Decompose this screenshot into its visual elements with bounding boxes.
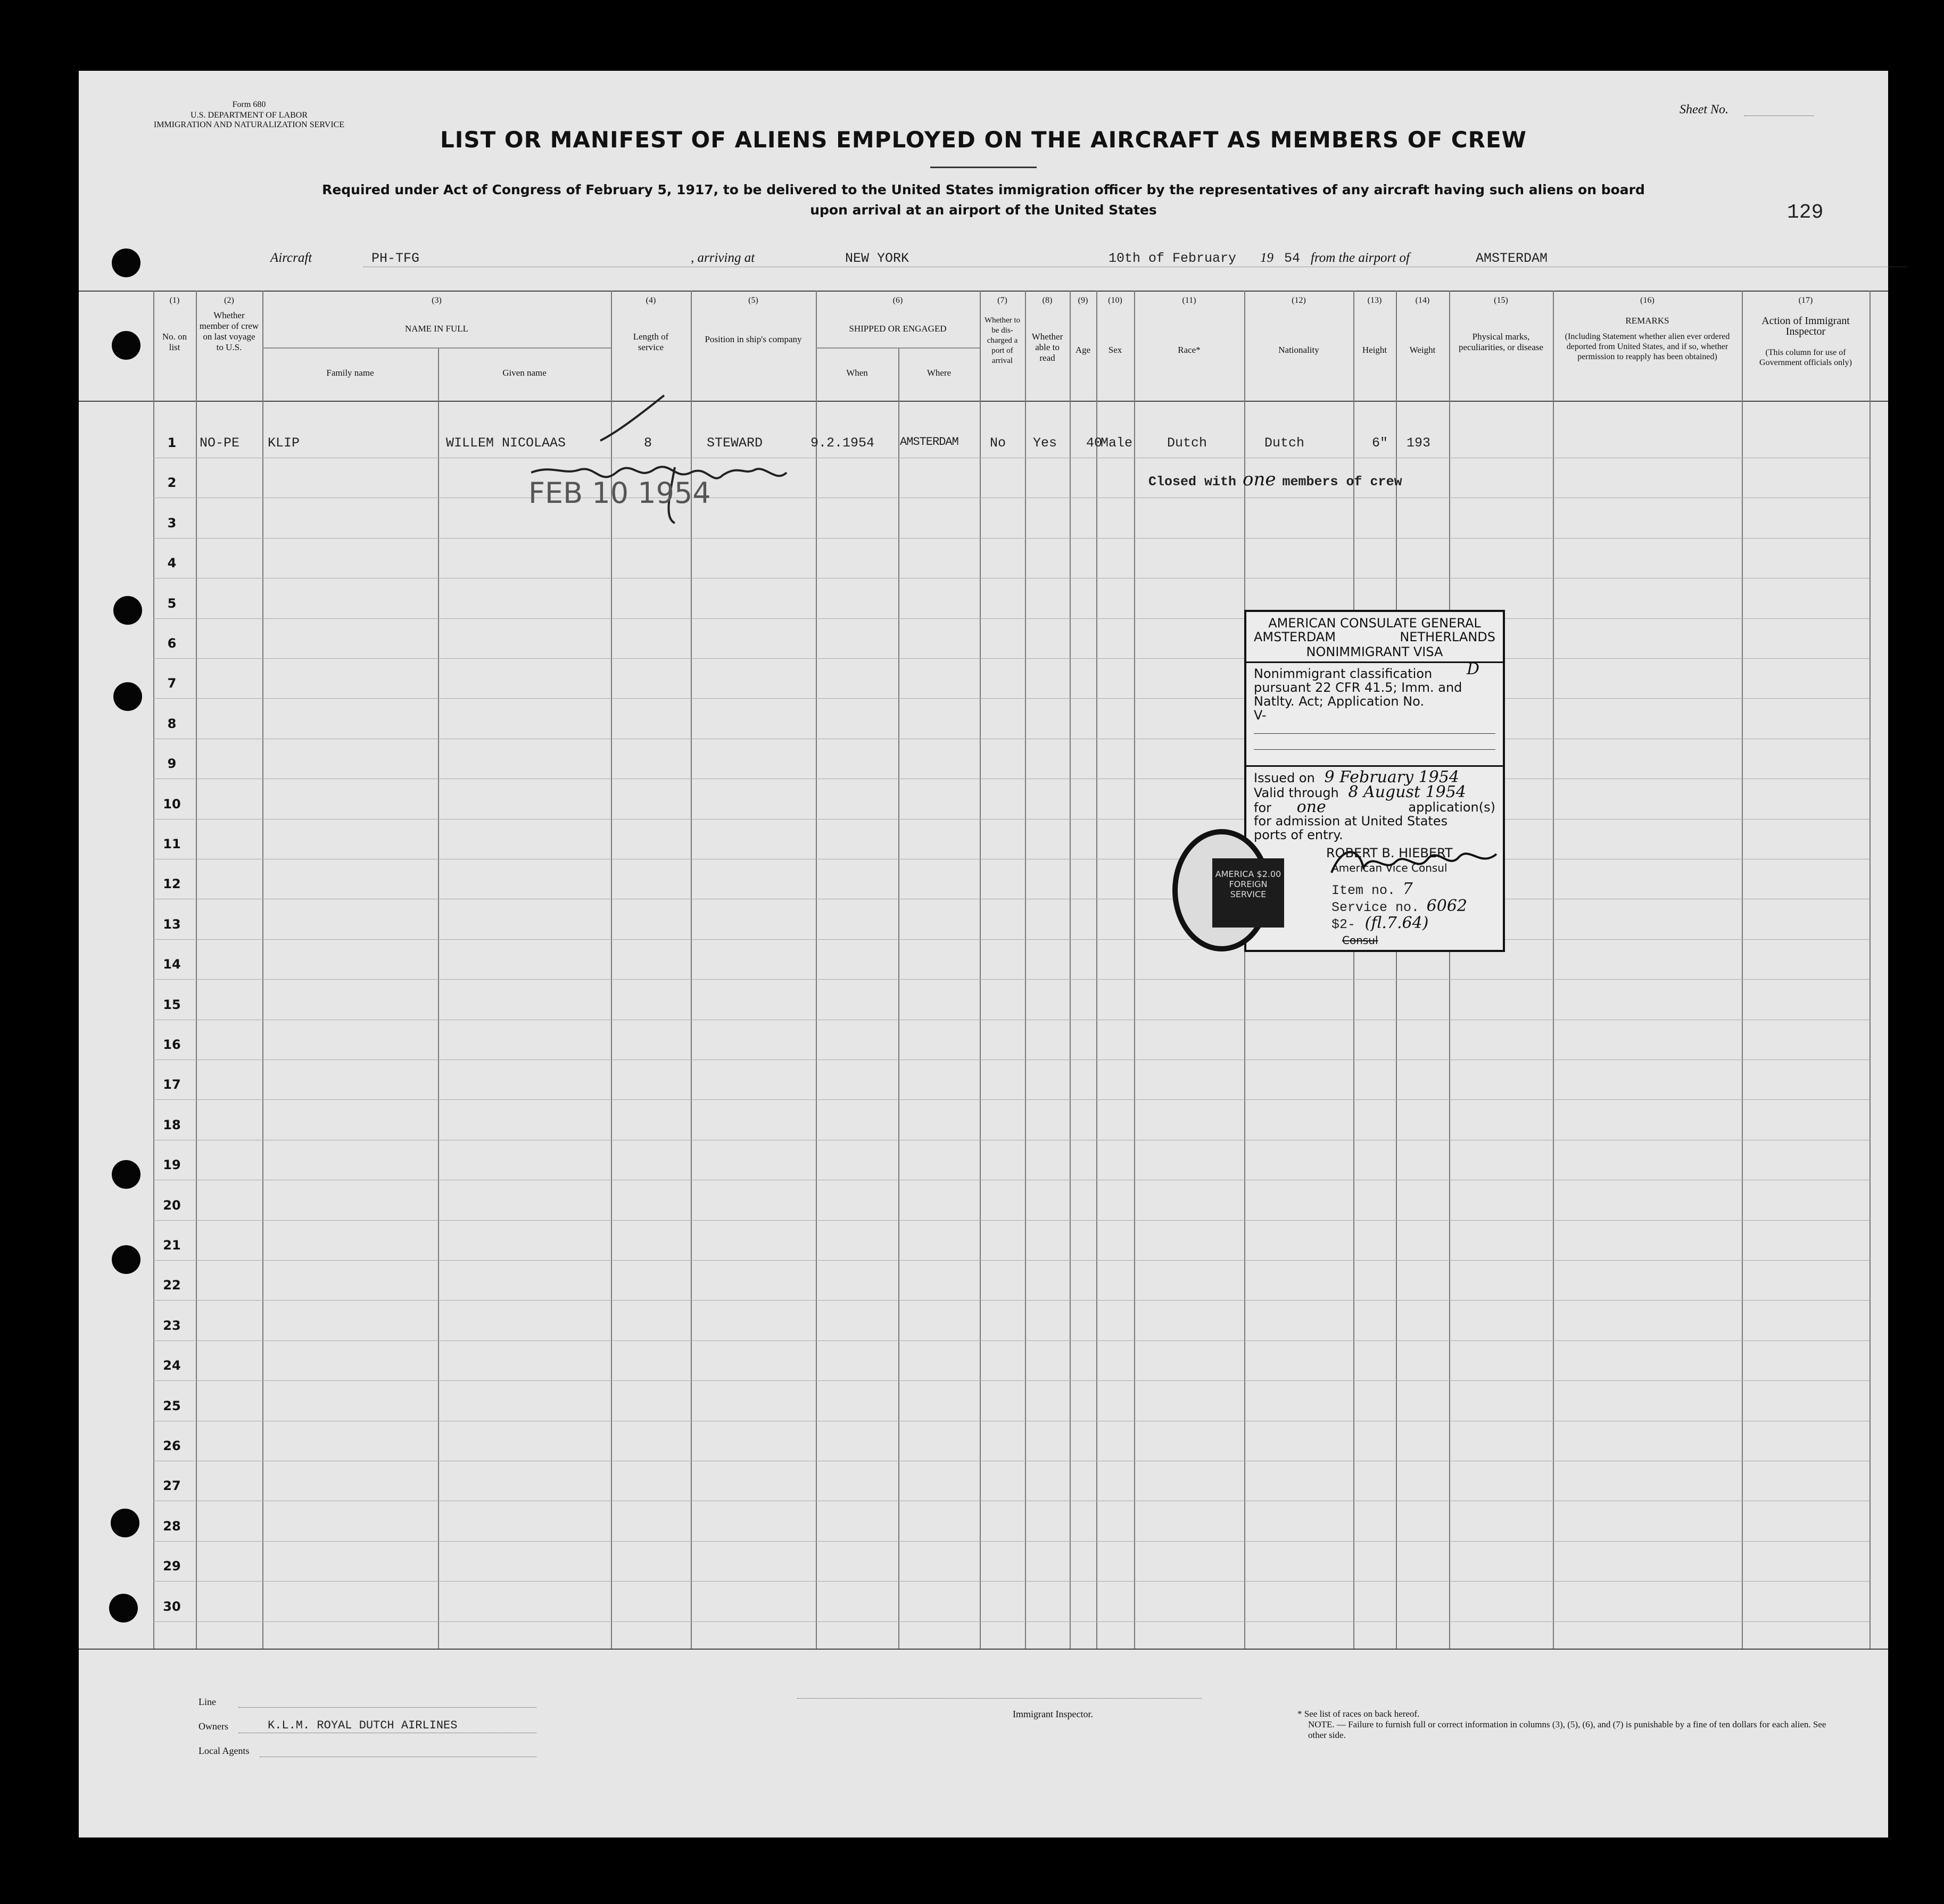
col-3-header: NAME IN FULL <box>405 324 468 334</box>
col-17-note: (This column for use of Government officials only) <box>1759 348 1852 367</box>
punch-hole <box>109 1594 138 1622</box>
closed-note-suffix: members of crew <box>1282 474 1402 490</box>
row-rule <box>153 1300 1869 1301</box>
row-rule <box>153 979 1869 980</box>
row-rule <box>153 658 1869 659</box>
row-number: 19 <box>163 1157 181 1173</box>
year-prefix: 19 <box>1260 251 1273 265</box>
consul-signature <box>1326 841 1502 883</box>
row-number: 13 <box>163 916 181 932</box>
col-15-header: Physical marks, peculiarities, or disease <box>1458 332 1544 352</box>
header-bottom-rule <box>79 401 1888 402</box>
cell-given-name: WILLEM NICOLAAS <box>446 435 566 451</box>
visa-stamp-line7: V- <box>1254 708 1267 723</box>
visa-classification: D <box>1466 660 1479 678</box>
from-airport-label: from the airport of <box>1311 251 1410 265</box>
row-number: 9 <box>167 756 177 772</box>
footer-line-label: Line <box>198 1696 216 1707</box>
manifest-sheet <box>79 71 1888 1837</box>
row-number: 23 <box>163 1318 181 1333</box>
aircraft-label: Aircraft <box>270 251 312 265</box>
from-airport-value: AMSTERDAM <box>1476 251 1548 266</box>
row-number: 21 <box>163 1238 181 1253</box>
col-15-number: (15) <box>1494 296 1508 305</box>
row-number: 14 <box>163 957 181 972</box>
col-1-header: No. on list <box>162 332 187 352</box>
cell-height: 6" <box>1372 435 1388 451</box>
col-4-number: (4) <box>646 296 656 305</box>
row-number: 29 <box>163 1559 181 1574</box>
col-13-header: Height <box>1362 345 1387 355</box>
footer-note-star: * See list of races on back hereof. <box>1297 1709 1420 1719</box>
col-17-number: (17) <box>1798 296 1813 305</box>
cell-sex: Male <box>1101 435 1133 451</box>
col-16-header: REMARKS <box>1625 316 1669 326</box>
row-rule <box>153 1220 1869 1221</box>
visa-stamp-line1: AMERICAN CONSULATE GENERAL <box>1268 616 1481 631</box>
col-10-header: Sex <box>1108 345 1122 355</box>
agency-line-2: IMMIGRATION AND NATURALIZATION SERVICE <box>153 120 345 129</box>
col-2-number: (2) <box>224 296 234 305</box>
col-5-header: Position in ship's company <box>705 334 802 344</box>
visa-consul: Consul <box>1342 934 1378 947</box>
row-number: 20 <box>163 1197 181 1213</box>
punch-hole <box>113 682 142 711</box>
date-stamp: FEB 10 1954 <box>528 476 711 510</box>
cell-age: 40 <box>1086 435 1103 451</box>
row-number: 17 <box>163 1077 181 1092</box>
sheet-number-field <box>1744 115 1814 116</box>
visa-stamp-line5: pursuant 22 CFR 41.5; Imm. and <box>1254 680 1462 695</box>
sheet-number-label: Sheet No. <box>1680 103 1728 117</box>
aircraft-value: PH-TFG <box>371 251 420 266</box>
row-rule <box>153 1340 1869 1341</box>
visa-stamp-country: NETHERLANDS <box>1400 630 1495 644</box>
row-rule <box>153 1099 1869 1100</box>
arrival-date: 10th of February <box>1109 251 1237 266</box>
table-bottom-rule <box>79 1649 1888 1650</box>
row-number: 3 <box>167 515 177 531</box>
punch-hole <box>112 249 140 277</box>
page-number: 129 <box>1787 201 1824 224</box>
row-number: 7 <box>167 676 177 691</box>
form-title: LIST OR MANIFEST OF ALIENS EMPLOYED ON THE AIRCRAFT AS MEMBERS OF CREW <box>440 127 1527 153</box>
row-number: 8 <box>167 716 177 731</box>
col-6-where: Where <box>926 368 952 378</box>
row-rule <box>153 618 1869 619</box>
row-number: 6 <box>167 636 177 651</box>
voyage-line <box>270 251 1814 267</box>
punch-hole <box>112 1245 140 1274</box>
row-rule <box>153 1581 1869 1582</box>
visa-valid: Valid through 8 August 1954 <box>1254 783 1466 801</box>
col-16-number: (16) <box>1640 296 1655 305</box>
cell-when: 9.2.1954 <box>810 435 875 451</box>
cell-discharged: No <box>990 435 1006 451</box>
cell-nationality: Dutch <box>1264 435 1305 451</box>
col-3-given-name: Given name <box>502 368 547 378</box>
row-number: 5 <box>167 595 177 611</box>
row-rule <box>153 1059 1869 1060</box>
row-number: 30 <box>163 1599 181 1614</box>
row-number: 2 <box>167 475 177 491</box>
cell-race: Dutch <box>1167 435 1207 451</box>
agency-line-1: U.S. DEPARTMENT OF LABOR <box>191 111 308 120</box>
visa-stamp-line2 <box>1254 630 1495 644</box>
col-13-number: (13) <box>1367 296 1382 305</box>
cell-family-name: KLIP <box>268 435 300 451</box>
col-17-header: Action of Immigrant Inspector <box>1761 315 1850 337</box>
col-7-header: Whether to be dis-charged a port of arrival <box>984 316 1021 365</box>
arriving-value: NEW YORK <box>845 251 909 266</box>
visa-admission-2: ports of entry. <box>1254 827 1343 842</box>
visa-issued: Issued on 9 February 1954 <box>1254 768 1459 787</box>
row-number: 12 <box>163 876 181 892</box>
closed-note-count: one <box>1243 469 1276 490</box>
col-14-number: (14) <box>1415 296 1430 305</box>
col-12-header: Nationality <box>1278 345 1319 355</box>
row-number: 4 <box>167 556 177 571</box>
visa-officer-title: American Vice Consul <box>1331 862 1447 874</box>
col-4-header: Length of service <box>633 332 669 352</box>
col-10-number: (10) <box>1108 296 1122 305</box>
col-6-number: (6) <box>892 296 903 305</box>
row-rule <box>153 698 1869 699</box>
visa-stamp-city: AMSTERDAM <box>1254 630 1336 644</box>
footer-note: NOTE. — Failure to furnish full or correct information in columns (3), (5), (6), and (7) is punishable by a fine of ten dollars for each alien. See other side. <box>1308 1719 1826 1740</box>
visa-stamp-line6: Natlty. Act; Application No. <box>1254 694 1425 709</box>
visa-for: for one application(s) <box>1254 798 1495 816</box>
visa-officer: ROBERT B. HIEBERT <box>1326 846 1453 860</box>
row-number: 16 <box>163 1037 181 1052</box>
cell-position: STEWARD <box>707 435 763 451</box>
row-rule <box>153 1380 1869 1381</box>
col-6-when: When <box>846 368 868 378</box>
punch-hole <box>113 596 142 625</box>
year-suffix: 54 <box>1284 251 1301 266</box>
col-9-header: Age <box>1075 345 1091 355</box>
row-rule <box>153 1541 1869 1542</box>
form-number: Form 680 <box>232 100 266 109</box>
footer-owners-value: K.L.M. ROYAL DUTCH AIRLINES <box>268 1719 458 1732</box>
col-12-number: (12) <box>1292 296 1306 305</box>
col-5-number: (5) <box>748 296 758 305</box>
row-number: 10 <box>163 796 181 812</box>
punch-hole <box>112 331 140 360</box>
row-number: 25 <box>163 1398 181 1413</box>
row-number: 26 <box>163 1438 181 1453</box>
row-rule <box>153 1260 1869 1261</box>
cell-able-to-read: Yes <box>1033 435 1057 451</box>
revenue-stamp: AMERICA $2.00 FOREIGN SERVICE <box>1212 858 1284 928</box>
row-number: 27 <box>163 1478 181 1494</box>
row-number: 18 <box>163 1117 181 1132</box>
row-rule <box>153 939 1869 940</box>
col-11-header: Race* <box>1178 345 1201 355</box>
title-rule <box>930 167 1037 168</box>
row-number: 11 <box>163 837 181 851</box>
row-number: 24 <box>163 1358 181 1373</box>
col-7-number: (7) <box>997 296 1007 305</box>
col-3-family-name: Family name <box>326 368 374 378</box>
visa-service: Service no. 6062 <box>1331 897 1468 915</box>
col-14-header: Weight <box>1409 345 1436 355</box>
arriving-label: , arriving at <box>691 251 755 265</box>
col-6-header: SHIPPED OR ENGAGED <box>849 324 947 334</box>
closed-note-prefix: Closed with <box>1148 474 1237 490</box>
table-top-rule <box>79 291 1888 292</box>
visa-stamp-line3: NONIMMIGRANT VISA <box>1306 644 1443 659</box>
col-11-number: (11) <box>1182 296 1196 305</box>
footer-inspector-label: Immigrant Inspector. <box>1013 1709 1093 1719</box>
subtitle-line-2: upon arrival at an airport of the United States <box>810 202 1157 218</box>
row-number: 22 <box>163 1278 181 1293</box>
subtitle-line-1: Required under Act of Congress of February 5, 1917, to be delivered to the United States immigration officer by the representatives of any aircraft having such aliens on board <box>322 182 1645 197</box>
punch-hole <box>112 1160 140 1189</box>
col-3-number: (3) <box>432 296 442 305</box>
visa-stamp-line4: Nonimmigrant classification D <box>1254 660 1479 681</box>
row-number: 28 <box>163 1518 181 1534</box>
row-number: 1 <box>167 435 177 450</box>
col-9-number: (9) <box>1078 296 1088 305</box>
closed-note <box>1148 469 1402 490</box>
visa-admission-1: for admission at United States <box>1254 814 1448 829</box>
row-rule <box>153 1621 1869 1622</box>
visa-fee: $2- (fl.7.64) <box>1331 914 1429 932</box>
punch-hole <box>111 1509 139 1537</box>
footer-owners-label: Owners <box>198 1721 228 1732</box>
row-rule <box>153 538 1869 539</box>
col-2-header: Whether member of crew on last voyage to U.S. <box>199 310 259 352</box>
cell-weight: 193 <box>1407 435 1431 451</box>
cell-last-voyage: NO-PE <box>200 435 240 451</box>
col-8-header: Whether able to read <box>1031 332 1063 363</box>
footer-agents-label: Local Agents <box>198 1745 250 1756</box>
cell-where: AMSTERDAM <box>900 435 958 449</box>
col-1-number: (1) <box>169 296 180 305</box>
col-8-number: (8) <box>1042 296 1053 305</box>
cell-length-of-service: 8 <box>644 435 652 451</box>
row-number: 15 <box>163 997 181 1012</box>
visa-item: Item no. 7 <box>1331 880 1413 898</box>
col-16-note: (Including Statement whether alien ever ordered deported from United States, and if so, whether permission to reapply has been obtained) <box>1565 332 1730 361</box>
